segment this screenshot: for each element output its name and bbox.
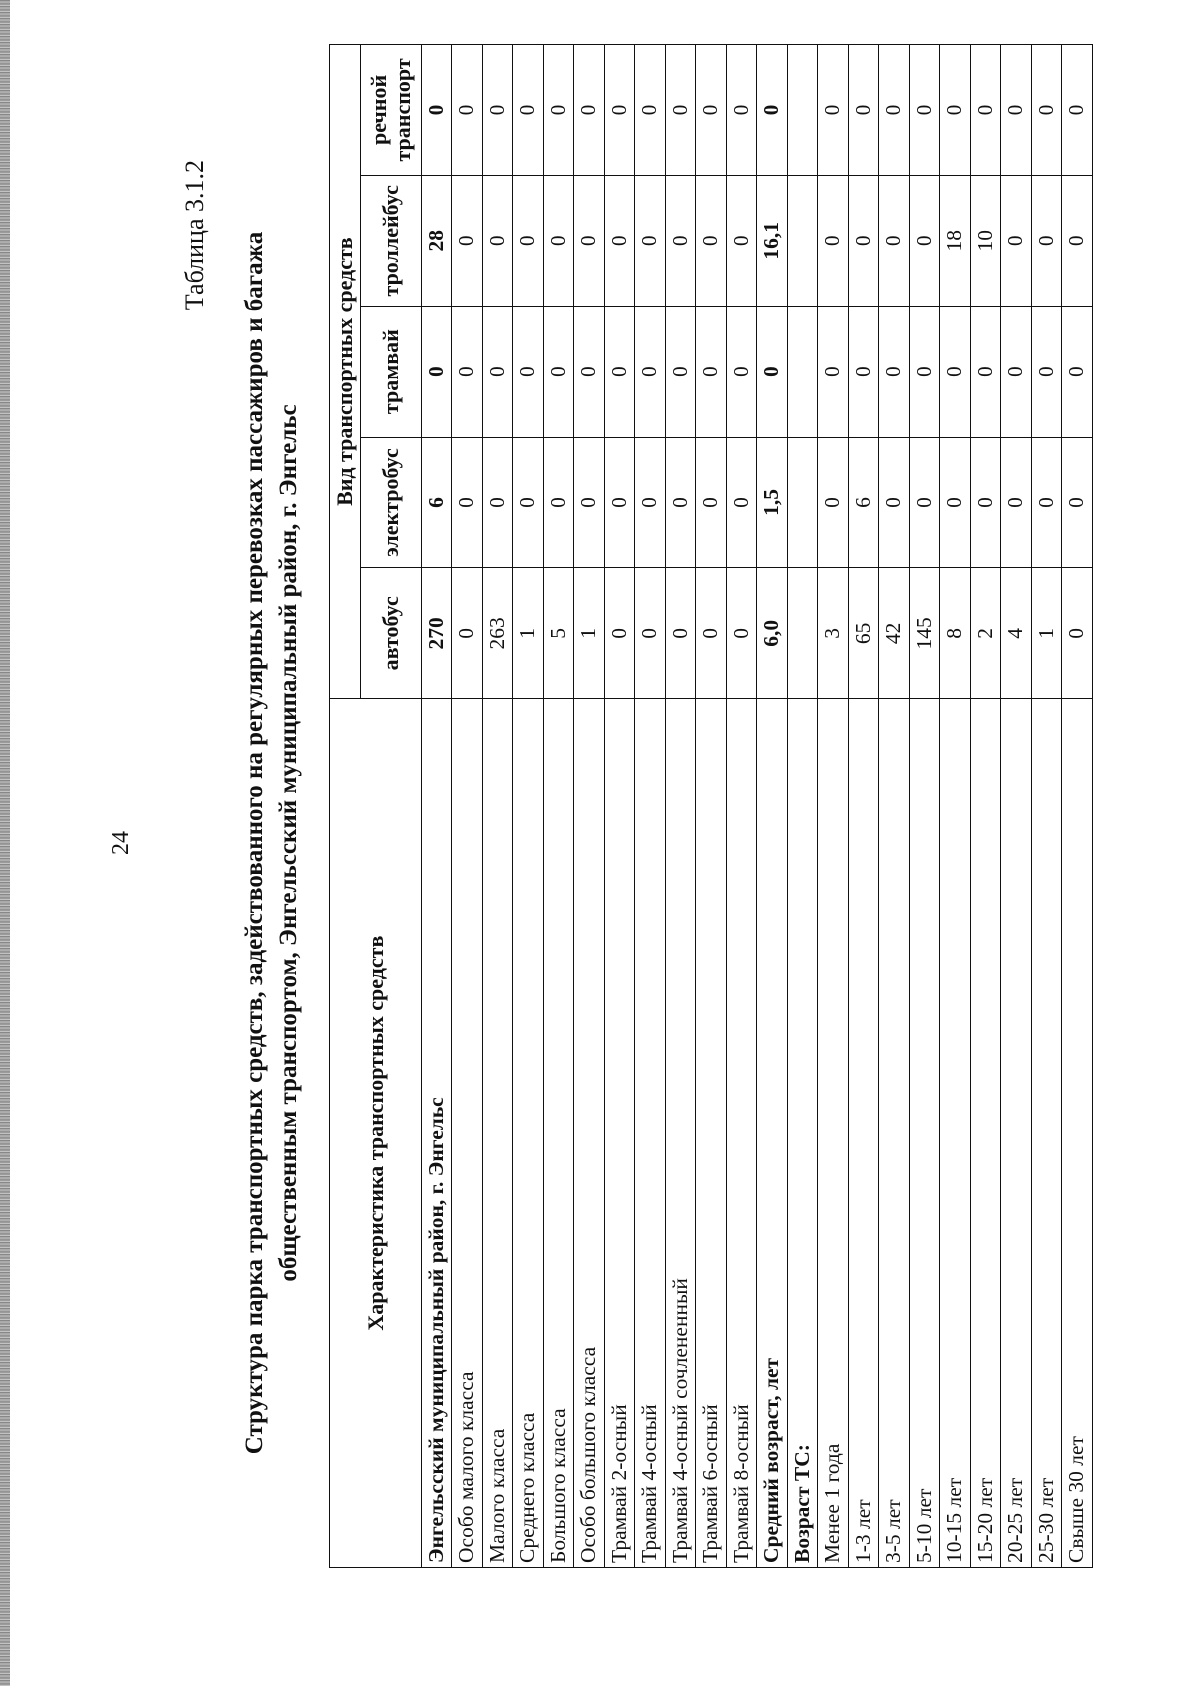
table-cell: 0 — [1031, 437, 1062, 568]
table-cell: 0 — [1062, 175, 1093, 306]
table-cell: 1 — [574, 568, 605, 699]
table-cell: 0 — [1001, 175, 1032, 306]
table-cell: 1,5 — [757, 437, 788, 568]
table-cell: 0 — [452, 45, 483, 176]
table-cell: 6 — [848, 437, 879, 568]
table-cell: 0 — [665, 306, 696, 437]
table-cell: 28 — [421, 175, 452, 306]
row-label: 20-25 лет — [1001, 699, 1032, 1568]
table-cell: 0 — [726, 175, 757, 306]
table-cell: 0 — [909, 175, 940, 306]
table-cell: 0 — [909, 306, 940, 437]
table-cell: 6 — [421, 437, 452, 568]
table-cell — [787, 45, 818, 176]
row-label: Особо большого класса — [574, 699, 605, 1568]
table-cell: 0 — [604, 175, 635, 306]
table-row — [1001, 45, 1032, 1568]
table-row — [848, 45, 879, 1568]
table-cell — [787, 437, 818, 568]
table-row — [604, 45, 635, 1568]
table-cell: 0 — [970, 306, 1001, 437]
table-cell: 0 — [543, 45, 574, 176]
table-cell: 0 — [635, 45, 666, 176]
table-cell: 42 — [879, 568, 910, 699]
table-cell: 0 — [818, 437, 849, 568]
table-cell: 0 — [482, 437, 513, 568]
row-label: Трамвай 2-осный — [604, 699, 635, 1568]
table-cell: 4 — [1001, 568, 1032, 699]
table-cell: 0 — [452, 437, 483, 568]
table-cell — [787, 568, 818, 699]
row-label: Средний возраст, лет — [757, 699, 788, 1568]
table-cell: 0 — [1062, 45, 1093, 176]
row-label: 1-3 лет — [848, 699, 879, 1568]
table-cell: 0 — [1031, 175, 1062, 306]
table-cell: 0 — [818, 306, 849, 437]
table-cell: 0 — [818, 45, 849, 176]
table-cell: 0 — [482, 45, 513, 176]
table-row — [726, 45, 757, 1568]
row-label: Трамвай 4-осный сочлененный — [665, 699, 696, 1568]
table-cell: 0 — [1001, 45, 1032, 176]
table-cell: 0 — [635, 175, 666, 306]
table-cell: 0 — [1062, 306, 1093, 437]
table-cell: 0 — [665, 45, 696, 176]
table-row — [818, 45, 849, 1568]
table-row — [543, 45, 574, 1568]
table-cell: 0 — [574, 175, 605, 306]
table-cell: 16,1 — [757, 175, 788, 306]
table-cell: 0 — [879, 45, 910, 176]
table-cell: 0 — [726, 568, 757, 699]
table-cell: 0 — [635, 568, 666, 699]
column-header-tram: трамвай — [360, 306, 421, 437]
row-label: Малого класса — [482, 699, 513, 1568]
table-cell: 65 — [848, 568, 879, 699]
row-label: Энгельсский муниципальный район, г. Энгельс — [421, 699, 452, 1568]
table-row — [452, 45, 483, 1568]
table-cell: 0 — [726, 306, 757, 437]
table-cell: 0 — [513, 437, 544, 568]
table-cell — [787, 175, 818, 306]
table-row — [696, 45, 727, 1568]
column-header-river-transport: речной транспорт — [360, 45, 421, 176]
table-cell: 1 — [513, 568, 544, 699]
table-cell: 0 — [757, 306, 788, 437]
table-cell: 0 — [1062, 568, 1093, 699]
table-cell: 0 — [696, 306, 727, 437]
table-cell: 0 — [513, 306, 544, 437]
table-cell: 0 — [818, 175, 849, 306]
table-cell: 0 — [726, 437, 757, 568]
table-cell: 0 — [452, 306, 483, 437]
table-cell: 0 — [543, 437, 574, 568]
table-cell: 0 — [909, 437, 940, 568]
row-label: 15-20 лет — [970, 699, 1001, 1568]
table-cell: 0 — [696, 568, 727, 699]
table-cell: 1 — [1031, 568, 1062, 699]
table-cell: 0 — [421, 306, 452, 437]
table-cell: 0 — [696, 45, 727, 176]
table-row — [909, 45, 940, 1568]
table-cell: 0 — [635, 306, 666, 437]
table-cell: 145 — [909, 568, 940, 699]
table-cell: 0 — [665, 175, 696, 306]
table-cell: 0 — [1001, 437, 1032, 568]
table-cell: 0 — [696, 175, 727, 306]
table-row — [1062, 45, 1093, 1568]
table-cell: 0 — [513, 45, 544, 176]
table-row — [787, 45, 818, 1568]
row-label: 25-30 лет — [1031, 699, 1062, 1568]
title-line-2: общественным транспортом, Энгельсский муниципальный район, г. Энгельс — [275, 404, 302, 1282]
table-cell: 0 — [635, 437, 666, 568]
document-title — [238, 0, 306, 1686]
row-label: Свыше 30 лет — [1062, 699, 1093, 1568]
table-cell: 0 — [604, 45, 635, 176]
table-cell: 0 — [848, 175, 879, 306]
table-cell: 0 — [970, 437, 1001, 568]
table-cell: 0 — [665, 437, 696, 568]
table-cell: 0 — [757, 45, 788, 176]
row-label: Среднего класса — [513, 699, 544, 1568]
table-cell: 0 — [970, 45, 1001, 176]
table-cell — [787, 306, 818, 437]
vehicle-type-group-header: Вид транспортных средств — [330, 45, 361, 699]
table-cell: 3 — [818, 568, 849, 699]
table-cell: 10 — [970, 175, 1001, 306]
table-row — [970, 45, 1001, 1568]
table-cell: 18 — [940, 175, 971, 306]
table-row — [879, 45, 910, 1568]
row-label: Особо малого класса — [452, 699, 483, 1568]
table-cell: 0 — [879, 437, 910, 568]
table-row — [665, 45, 696, 1568]
table-body — [421, 45, 1092, 1568]
table-cell: 0 — [604, 437, 635, 568]
table-cell: 0 — [940, 45, 971, 176]
row-label: Большого класса — [543, 699, 574, 1568]
table-cell: 0 — [482, 306, 513, 437]
table-cell: 0 — [574, 45, 605, 176]
page-number: 24 — [108, 831, 134, 855]
table-cell: 0 — [452, 175, 483, 306]
table-cell: 0 — [452, 568, 483, 699]
table-cell: 0 — [909, 45, 940, 176]
table-cell: 0 — [1001, 306, 1032, 437]
title-line-1: Структура парка транспортных средств, задействованного на регулярных перевозках пассажиров и багажа — [241, 231, 268, 1455]
table-row — [757, 45, 788, 1568]
table-cell: 6,0 — [757, 568, 788, 699]
table-cell: 0 — [574, 437, 605, 568]
table-cell: 0 — [543, 306, 574, 437]
table-cell: 0 — [513, 175, 544, 306]
table-cell: 0 — [879, 306, 910, 437]
row-label: Возраст ТС: — [787, 699, 818, 1568]
table-cell: 0 — [665, 568, 696, 699]
table-row — [513, 45, 544, 1568]
table-cell: 0 — [574, 306, 605, 437]
table-row — [940, 45, 971, 1568]
table-cell: 270 — [421, 568, 452, 699]
table-cell: 8 — [940, 568, 971, 699]
table-row — [574, 45, 605, 1568]
table-cell: 0 — [940, 437, 971, 568]
table-cell: 263 — [482, 568, 513, 699]
characteristic-header: Характеристика транспортных средств — [330, 699, 422, 1568]
column-header-trolleybus: троллейбус — [360, 175, 421, 306]
column-header-electric-bus: электробус — [360, 437, 421, 568]
table-cell: 0 — [940, 306, 971, 437]
table-row — [421, 45, 452, 1568]
table-cell: 0 — [604, 306, 635, 437]
table-row — [635, 45, 666, 1568]
row-label: 10-15 лет — [940, 699, 971, 1568]
row-label: Менее 1 года — [818, 699, 849, 1568]
table-cell: 0 — [696, 437, 727, 568]
table-cell: 2 — [970, 568, 1001, 699]
vehicle-fleet-table — [329, 44, 1093, 1568]
table-cell: 0 — [1062, 437, 1093, 568]
table-cell: 0 — [1031, 306, 1062, 437]
row-label: 5-10 лет — [909, 699, 940, 1568]
table-cell: 0 — [482, 175, 513, 306]
table-cell: 0 — [726, 45, 757, 176]
table-cell: 0 — [543, 175, 574, 306]
column-header-bus: автобус — [360, 568, 421, 699]
table-cell: 0 — [1031, 45, 1062, 176]
table-cell: 0 — [848, 45, 879, 176]
table-row — [482, 45, 513, 1568]
table-label: Таблица 3.1.2 — [180, 160, 209, 311]
row-label: Трамвай 4-осный — [635, 699, 666, 1568]
table-row — [1031, 45, 1062, 1568]
table-cell: 5 — [543, 568, 574, 699]
table-cell: 0 — [848, 306, 879, 437]
table-cell: 0 — [604, 568, 635, 699]
row-label: 3-5 лет — [879, 699, 910, 1568]
table-cell: 0 — [879, 175, 910, 306]
row-label: Трамвай 6-осный — [696, 699, 727, 1568]
row-label: Трамвай 8-осный — [726, 699, 757, 1568]
table-cell: 0 — [421, 45, 452, 176]
